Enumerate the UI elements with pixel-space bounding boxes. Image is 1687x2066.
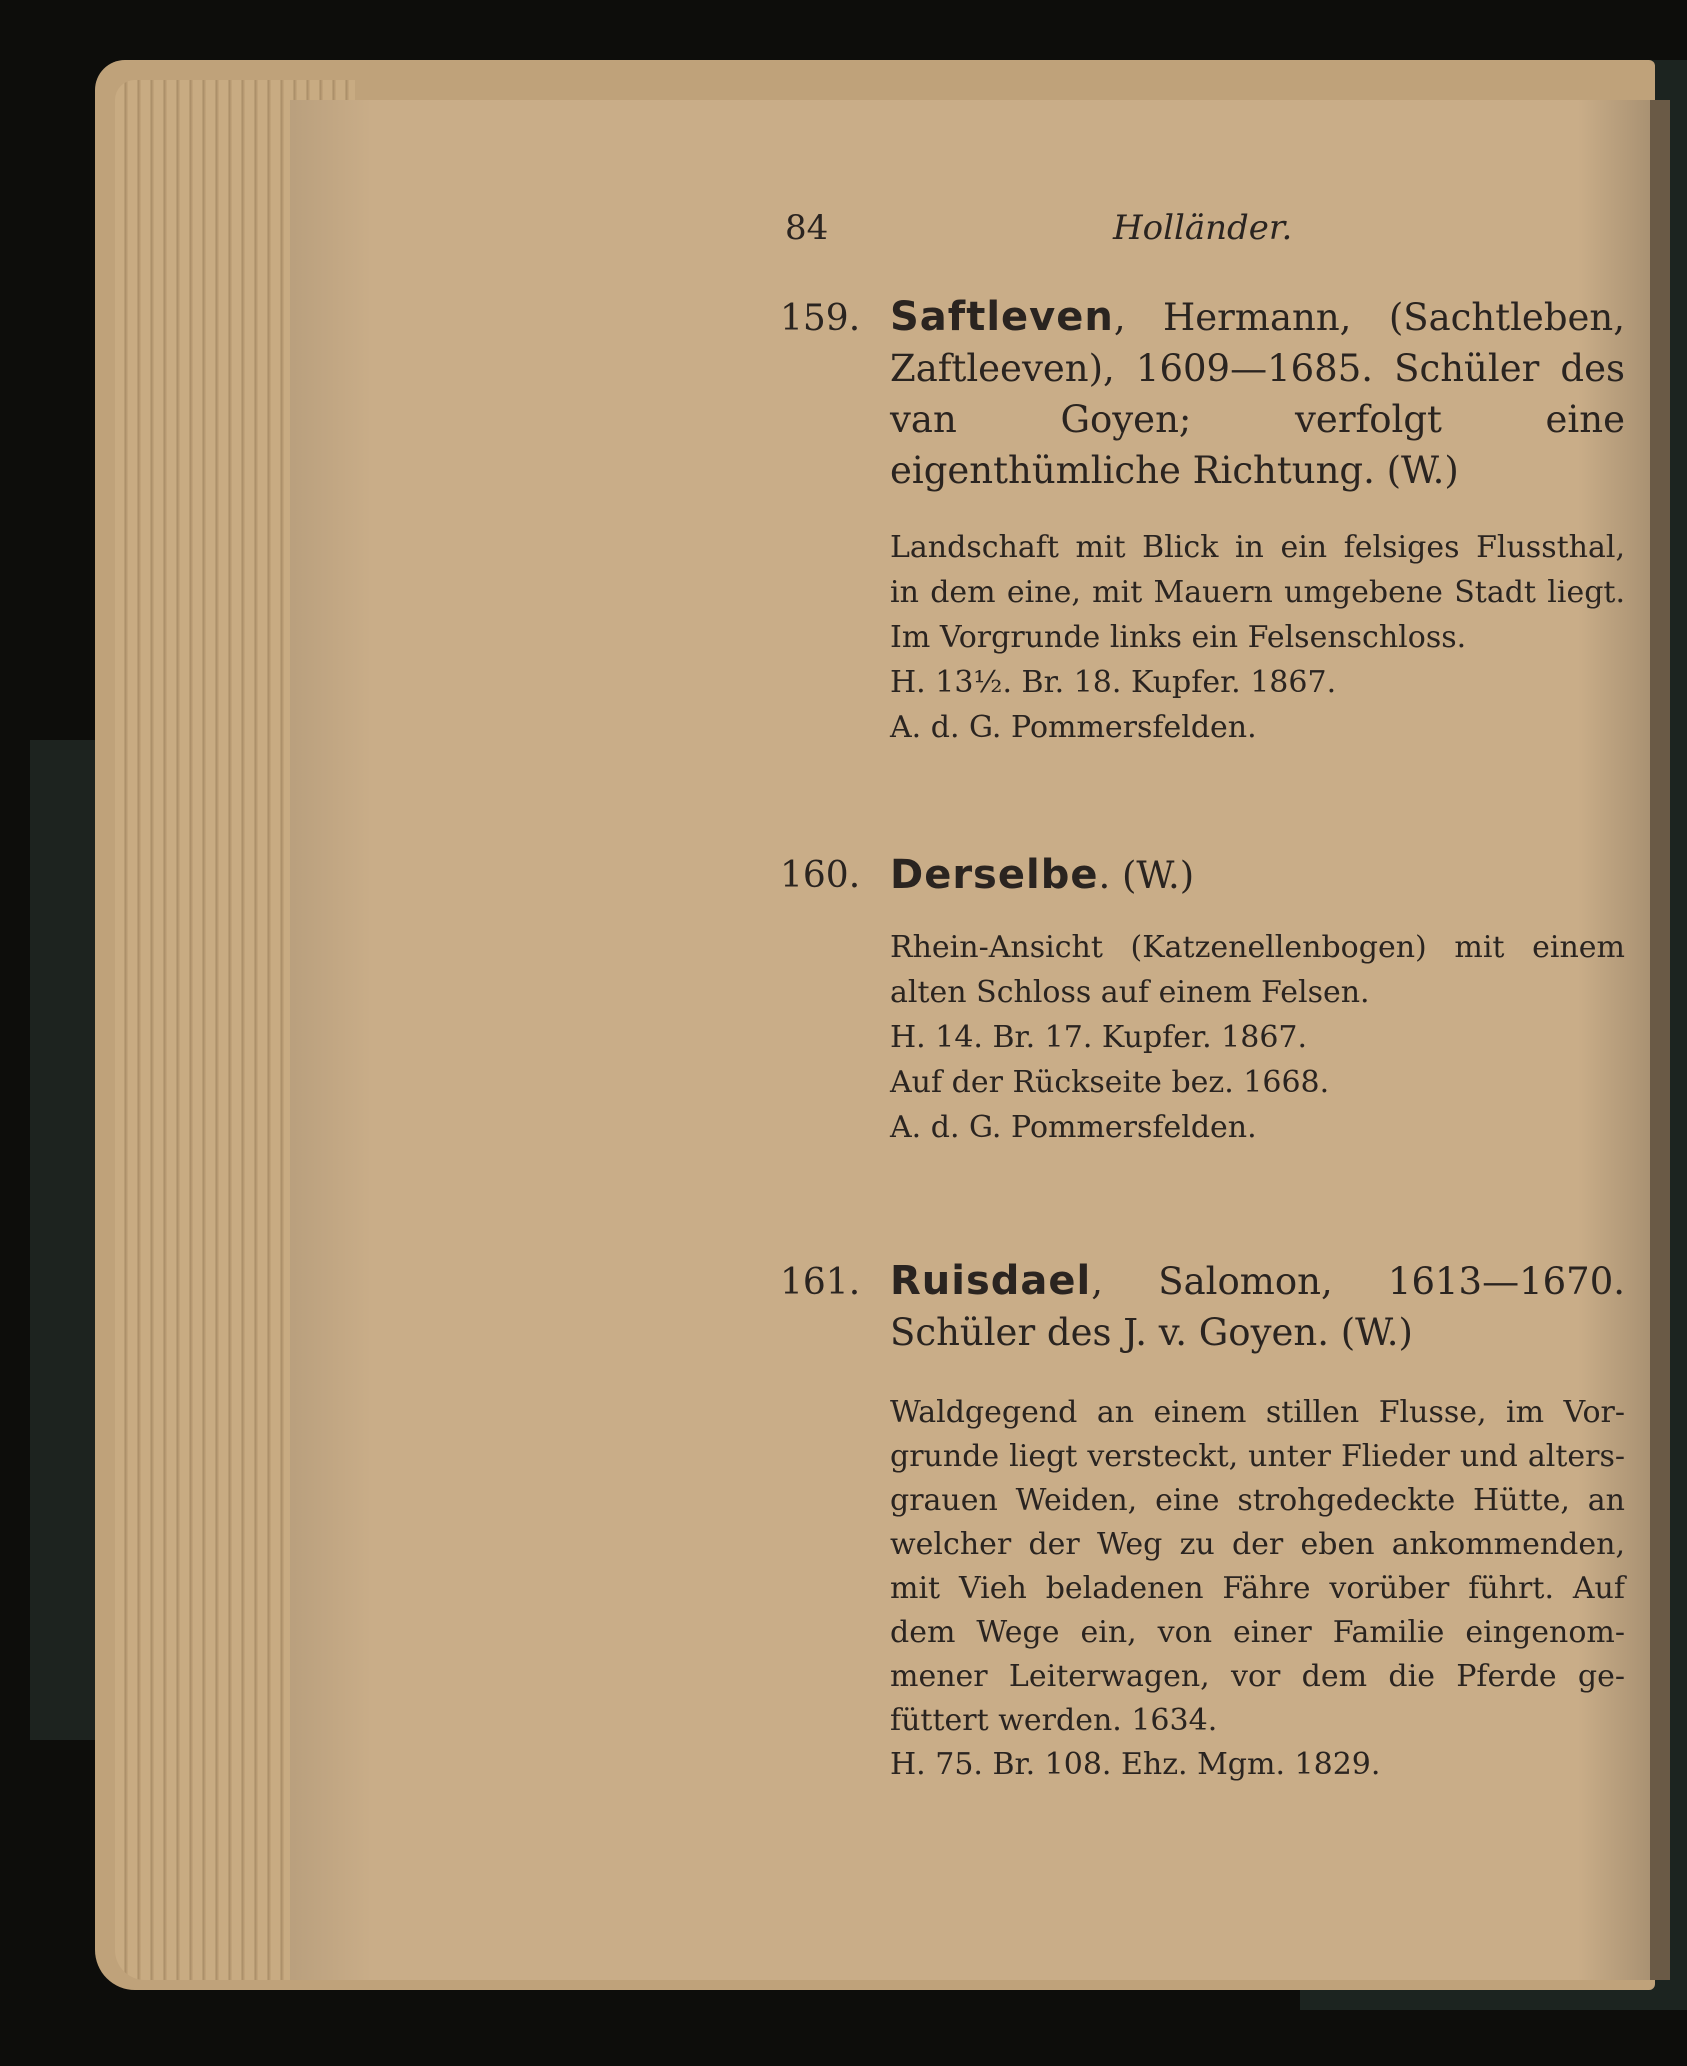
description-line: H. 14. Br. 17. Kupfer. 1867. <box>890 1020 1308 1055</box>
running-head <box>785 208 1305 258</box>
description-line: A. d. G. Pommersfelden. <box>890 1110 1257 1145</box>
entry-heading <box>890 1256 1625 1358</box>
description-line: Auf der Rückseite bez. 1668. <box>890 1065 1330 1100</box>
description-line: füttert werden. 1634. <box>890 1703 1218 1738</box>
entry-heading <box>890 292 1625 496</box>
description-line: grauen Weiden, eine strohgedeckte Hütte, an <box>890 1483 1625 1518</box>
page-number: 84 <box>785 208 829 248</box>
artist-name: Ruisdael <box>890 1258 1092 1304</box>
description-line: alten Schloss auf einem Felsen. <box>890 975 1370 1010</box>
description-line: Im Vorgrunde links ein Felsenschloss. <box>890 620 1467 655</box>
entry-heading-text: , Hermann, (Sachtleben, Zaftleeven), 1609—1685. Schüler des van Goyen; verfolgt eine eigenthümliche Richtung. (W.) <box>890 296 1625 492</box>
entry-heading-text: . (W.) <box>1098 854 1195 897</box>
entry-number: 159. <box>780 298 861 339</box>
page-gutter <box>1650 100 1670 1980</box>
description-line: Landschaft mit Blick in ein felsiges Flussthal, <box>890 530 1625 565</box>
description-line: grunde liegt versteckt, unter Flieder und alters- <box>890 1439 1625 1474</box>
description-line: welcher der Weg zu der eben ankommenden, <box>890 1527 1625 1562</box>
entry-heading <box>890 850 1625 901</box>
description-line: in dem eine, mit Mauern umgebene Stadt liegt. <box>890 575 1625 610</box>
description-line: Waldgegend an einem stillen Flusse, im Vor- <box>890 1395 1625 1430</box>
entry-number: 160. <box>780 855 861 896</box>
description-line: Rhein-Ansicht (Katzenellenbogen) mit einem <box>890 930 1625 965</box>
description-line: H. 13½. Br. 18. Kupfer. 1867. <box>890 665 1337 700</box>
description-line: A. d. G. Pommersfelden. <box>890 710 1257 745</box>
artist-name: Saftleven <box>890 294 1114 340</box>
entry-number: 161. <box>780 1262 861 1303</box>
description-line: mener Leiterwagen, vor dem die Pferde ge- <box>890 1659 1625 1694</box>
entry-heading-text: , Salomon, 1613—1670. Schüler des J. v. Goyen. (W.) <box>890 1260 1625 1354</box>
running-title: Holländer. <box>1113 208 1293 248</box>
description-line: dem Wege ein, von einer Familie eingenom- <box>890 1615 1625 1650</box>
description-line: H. 75. Br. 108. Ehz. Mgm. 1829. <box>890 1747 1381 1782</box>
artist-name: Derselbe <box>890 852 1099 898</box>
description-line: mit Vieh beladenen Fähre vorüber führt. Auf <box>890 1571 1625 1606</box>
